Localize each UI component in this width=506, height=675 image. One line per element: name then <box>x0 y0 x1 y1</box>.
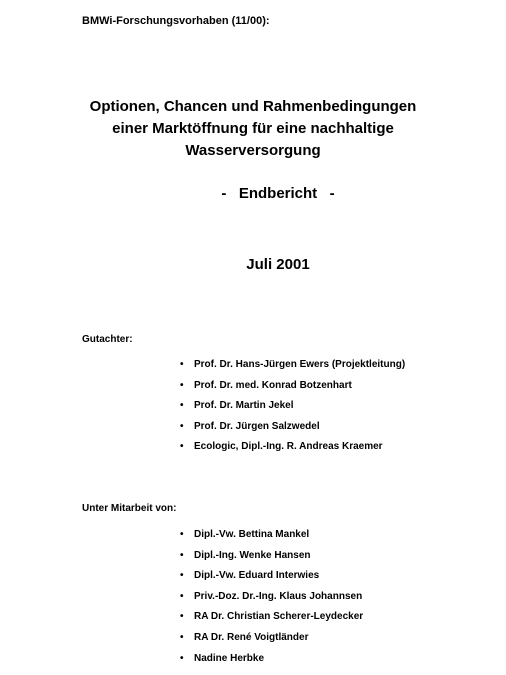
list-item: • Priv.-Doz. Dr.-Ing. Klaus Johannsen <box>180 590 363 602</box>
report-date: Juli 2001 <box>246 256 310 273</box>
list-item: • Ecologic, Dipl.-Ing. R. Andreas Kraemer <box>180 441 383 453</box>
bullet-icon: • <box>180 379 184 391</box>
list-item: • Prof. Dr. med. Konrad Botzenhart <box>180 379 352 391</box>
list-item: • Dipl.-Vw. Bettina Mankel <box>180 529 310 540</box>
bullet-icon: • <box>180 400 184 412</box>
title-line-3: Wasserversorgung <box>185 142 321 159</box>
bullet-icon: • <box>180 611 184 623</box>
bullet-icon: • <box>180 529 184 540</box>
list-item: • Nadine Herbke <box>180 652 265 664</box>
list-item: • Prof. Dr. Martin Jekel <box>180 400 294 412</box>
gutachter-list <box>180 359 405 462</box>
list-item: • RA Dr. Christian Scherer-Leydecker <box>180 611 364 623</box>
gutachter-label: Gutachter: <box>82 334 133 345</box>
bullet-icon: • <box>180 359 184 370</box>
project-line: BMWi-Forschungsvorhaben (11/00): <box>82 15 270 27</box>
report-title <box>0 96 506 162</box>
list-item: • Dipl.-Ing. Wenke Hansen <box>180 549 311 561</box>
report-subtitle: - Endbericht - <box>221 185 335 202</box>
bullet-icon: • <box>180 549 184 561</box>
title-line-1: Optionen, Chancen und Rahmenbedingungen <box>89 98 417 115</box>
bullet-icon: • <box>180 590 184 602</box>
mitarbeit-label: Unter Mitarbeit von: <box>82 503 177 514</box>
bullet-icon: • <box>180 652 184 664</box>
bullet-icon: • <box>180 631 184 643</box>
bullet-icon: • <box>180 570 184 582</box>
list-item: • Prof. Dr. Hans-Jürgen Ewers (Projektleitung) <box>180 359 406 370</box>
list-item: • RA Dr. René Voigtländer <box>180 631 309 643</box>
list-item: • Dipl.-Vw. Eduard Interwies <box>180 570 320 582</box>
list-item: • Prof. Dr. Jürgen Salzwedel <box>180 420 320 432</box>
title-line-2: einer Marktöffnung für eine nachhaltige <box>112 120 394 137</box>
bullet-icon: • <box>180 420 184 432</box>
mitarbeit-list <box>180 529 363 673</box>
bullet-icon: • <box>180 441 184 453</box>
